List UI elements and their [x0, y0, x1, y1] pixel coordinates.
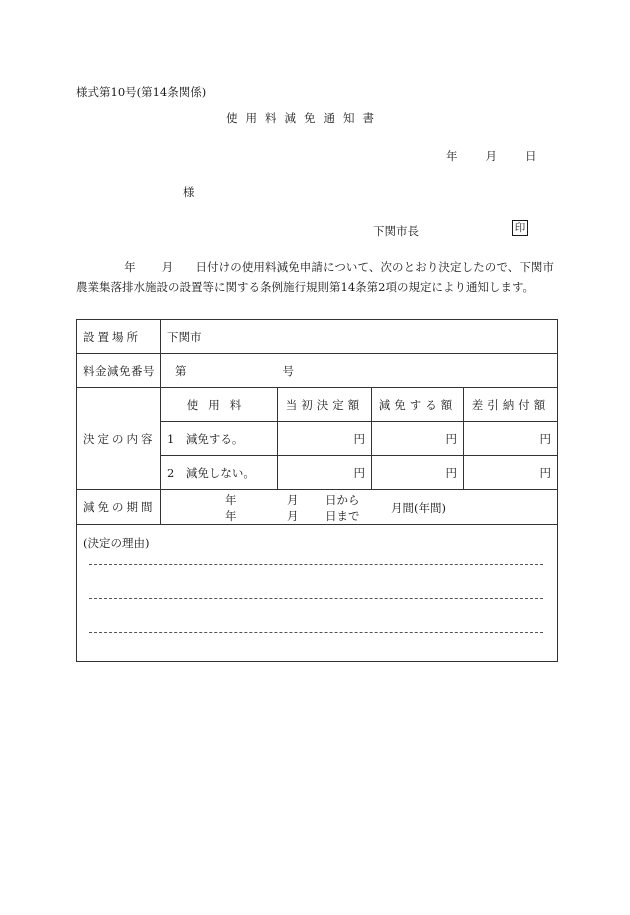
period-to-year: 年 — [225, 509, 237, 523]
period-label: 減免の期間 — [77, 490, 161, 525]
reason-label: (決定の理由) — [83, 536, 150, 550]
period-duration: 月間(年間) — [391, 501, 446, 515]
reason-row — [77, 525, 558, 662]
date-day: 日 — [525, 149, 537, 163]
amount-cell: 円 — [372, 422, 464, 456]
body-year: 年 — [124, 260, 136, 274]
body-month: 月 — [161, 260, 174, 274]
number-suffix: 号 — [282, 363, 294, 378]
period-to-month: 月 — [287, 509, 299, 523]
seal-mark: 印 — [512, 220, 528, 236]
amount-cell: 円 — [278, 456, 372, 490]
option-reduce: 1 減免する。 — [161, 422, 278, 456]
header-initial-amount: 当初決定額 — [278, 388, 372, 422]
addressee: 様 — [183, 185, 195, 199]
date-month: 月 — [485, 149, 497, 163]
period-value — [161, 490, 558, 525]
amount-cell: 円 — [464, 456, 558, 490]
header-net-amount: 差引納付額 — [464, 388, 558, 422]
decision-label: 決定の内容 — [77, 388, 161, 490]
number-label: 料金減免番号 — [77, 354, 161, 388]
number-value — [161, 354, 558, 388]
reason-cell — [77, 525, 558, 662]
amount-cell: 円 — [464, 422, 558, 456]
period-row — [77, 490, 558, 525]
period-from-day: 日から — [325, 493, 360, 507]
number-prefix: 第 — [175, 363, 187, 378]
form-number: 様式第10号(第14条関係) — [76, 85, 207, 99]
reason-line — [89, 598, 543, 599]
notice-body — [76, 258, 554, 297]
amount-cell: 円 — [278, 422, 372, 456]
decision-header-row — [77, 388, 558, 422]
number-row — [77, 354, 558, 388]
location-row — [77, 320, 558, 354]
period-from-year: 年 — [225, 493, 237, 507]
location-value: 下関市 — [161, 320, 558, 354]
reason-line — [89, 632, 543, 633]
issuer-name: 下関市長 — [373, 224, 419, 238]
issue-date — [446, 148, 537, 164]
amount-cell: 円 — [372, 456, 464, 490]
date-year: 年 — [446, 149, 458, 163]
period-from-month: 月 — [287, 493, 299, 507]
body-text: 日付けの使用料減免申請について、次のとおり決定したので、下関市農業集落排水施設の設置等に関する条例施行規則第14条第2項の規定により通知します。 — [76, 260, 555, 294]
location-label: 設置場所 — [77, 320, 161, 354]
document-title: 使用料減免通知書 — [226, 111, 382, 125]
header-fee: 使用料 — [161, 388, 278, 422]
header-reduction-amount: 減免する額 — [372, 388, 464, 422]
option-not-reduce: 2 減免しない。 — [161, 456, 278, 490]
decision-table — [76, 319, 558, 662]
reason-line — [89, 564, 543, 565]
period-to-day: 日まで — [325, 509, 360, 523]
